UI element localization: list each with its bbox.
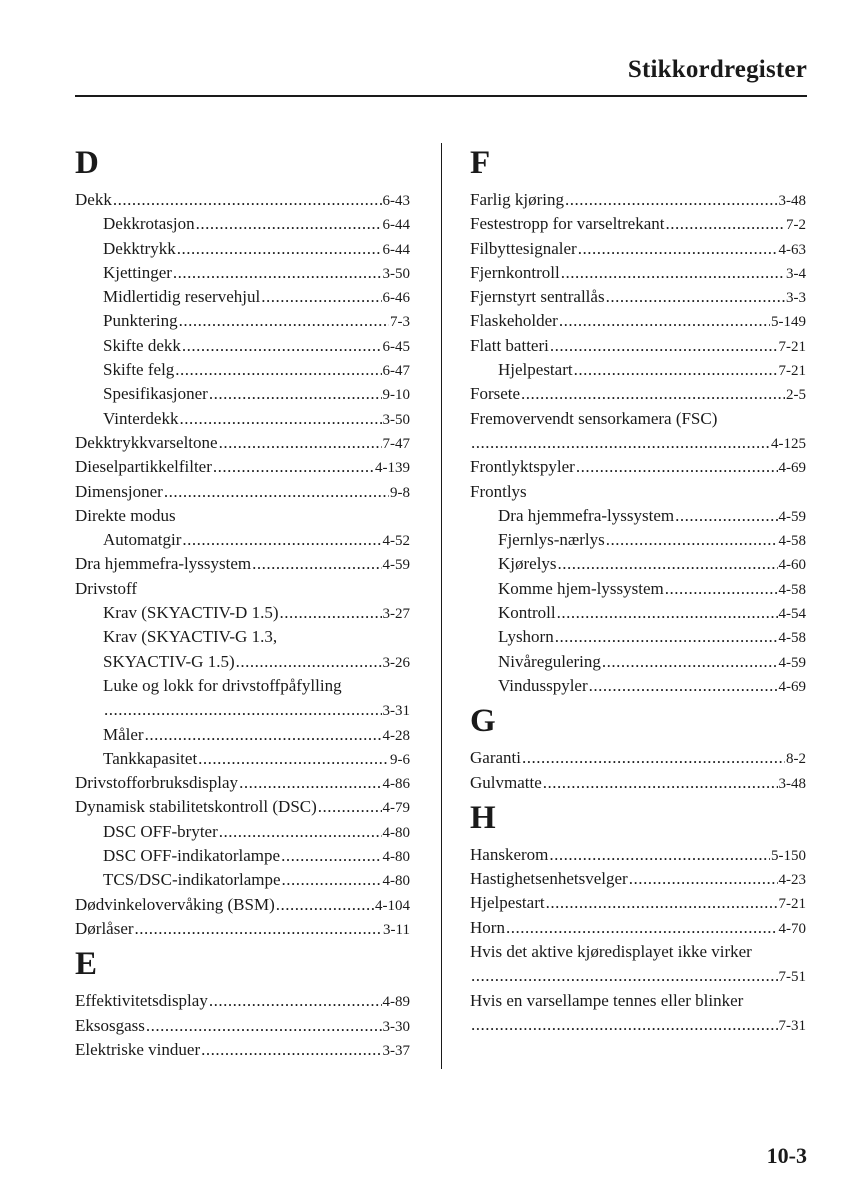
- index-entry: [75, 820, 410, 844]
- entry-page-ref: 4-23: [778, 872, 806, 889]
- index-entry: [470, 867, 806, 891]
- leader-dots: [198, 747, 389, 771]
- entry-label: Gulvmatte: [470, 772, 542, 792]
- entry-label: Hvis en varsellampe tennes eller blinker: [470, 990, 744, 1010]
- entry-page-ref: 4-80: [382, 849, 410, 866]
- leader-dots: [261, 285, 381, 309]
- leader-dots: [318, 795, 382, 819]
- entry-label: Horn: [470, 917, 505, 937]
- leader-dots: [602, 650, 778, 674]
- entry-label: Frontlys: [470, 481, 527, 501]
- entry-label: DSC OFF-bryter: [103, 821, 218, 841]
- entry-label: Dra hjemmefra-lyssystem: [75, 554, 252, 574]
- leader-dots: [558, 552, 778, 576]
- entry-label: Punktering: [103, 311, 178, 331]
- leader-dots: [145, 723, 382, 747]
- index-entry: [75, 309, 410, 333]
- index-entry: [75, 625, 410, 649]
- entry-label: Eksosgass: [75, 1015, 145, 1035]
- index-entry: [75, 795, 410, 819]
- entry-page-ref: 4-28: [382, 727, 410, 744]
- index-entry: [470, 212, 806, 236]
- entry-page-ref: 4-60: [778, 557, 806, 574]
- index-entry: [470, 528, 806, 552]
- entry-label: Måler: [103, 724, 144, 744]
- entry-label: Dekktrykk: [103, 238, 176, 258]
- leader-dots: [589, 674, 778, 698]
- entry-page-ref: 4-58: [778, 533, 806, 550]
- leader-dots: [675, 504, 777, 528]
- entry-label: Garanti: [470, 748, 521, 768]
- index-entry: [470, 382, 806, 406]
- entry-page-ref: 4-54: [778, 606, 806, 623]
- leader-dots: [629, 867, 778, 891]
- index-entry: [75, 771, 410, 795]
- entry-page-ref: 4-80: [382, 873, 410, 890]
- index-entry: [470, 237, 806, 261]
- leader-dots: [282, 868, 382, 892]
- entry-label: Fremovervendt sensorkamera (FSC): [470, 408, 718, 428]
- index-entry: [75, 504, 410, 528]
- entry-label: Hjelpestart: [470, 893, 545, 913]
- leader-dots: [104, 698, 382, 722]
- index-entry: [470, 577, 806, 601]
- leader-dots: [471, 431, 770, 455]
- leader-dots: [565, 188, 778, 212]
- entry-page-ref: 8-2: [786, 751, 806, 768]
- leader-dots: [146, 1014, 382, 1038]
- entry-label: Direkte modus: [75, 505, 176, 525]
- entry-page-ref: 4-70: [778, 920, 806, 937]
- entry-label: Vinterdekk: [103, 408, 179, 428]
- index-entry: [470, 455, 806, 479]
- index-entry: [470, 650, 806, 674]
- leader-dots: [182, 528, 381, 552]
- entry-label: Dødvinkelovervåking (BSM): [75, 894, 275, 914]
- leader-dots: [239, 771, 381, 795]
- leader-dots: [550, 334, 778, 358]
- index-entry: [75, 1038, 410, 1062]
- index-entry: [75, 407, 410, 431]
- entry-label: Vindusspyler: [498, 675, 588, 695]
- index-entry: [75, 480, 410, 504]
- leader-dots: [219, 820, 382, 844]
- leader-dots: [543, 771, 778, 795]
- entry-page-ref: 4-86: [382, 776, 410, 793]
- entry-page-ref: 4-80: [382, 824, 410, 841]
- entry-page-ref: 4-59: [778, 654, 806, 671]
- leader-dots: [576, 455, 778, 479]
- entry-page-ref: 4-89: [382, 994, 410, 1011]
- index-entry: [470, 334, 806, 358]
- index-entry: [75, 261, 410, 285]
- entry-page-ref: 7-47: [382, 435, 410, 452]
- index-entry: [75, 989, 410, 1013]
- entry-label: Flaskeholder: [470, 311, 558, 331]
- entry-page-ref: 3-48: [778, 775, 806, 792]
- leader-dots: [196, 212, 382, 236]
- entry-label: Automatgir: [103, 530, 182, 550]
- index-entry: [470, 989, 806, 1013]
- index-entry: [470, 285, 806, 309]
- leader-dots: [175, 358, 381, 382]
- leader-dots: [549, 843, 770, 867]
- leader-dots: [280, 601, 382, 625]
- leader-dots: [276, 893, 374, 917]
- index-entry: [75, 917, 410, 941]
- leader-dots: [236, 650, 382, 674]
- index-entry: [75, 868, 410, 892]
- entry-label: Skifte felg: [103, 360, 175, 380]
- entry-label: Krav (SKYACTIV-D 1.5): [103, 603, 279, 623]
- index-entry: [75, 455, 410, 479]
- leader-dots: [521, 382, 785, 406]
- entry-page-ref: 6-43: [382, 193, 410, 209]
- entry-page-ref: 6-44: [382, 217, 410, 234]
- entry-page-ref: 3-11: [383, 921, 410, 938]
- entry-label: Drivstoff: [75, 578, 138, 598]
- entry-label: DSC OFF-indikatorlampe: [103, 846, 281, 866]
- entry-label: Dynamisk stabilitetskontroll (DSC): [75, 797, 317, 817]
- index-entry: [470, 891, 806, 915]
- leader-dots: [219, 431, 382, 455]
- leader-dots: [606, 285, 785, 309]
- entry-label: Tankkapasitet: [103, 748, 198, 768]
- leader-dots: [209, 382, 382, 406]
- index-entry: [470, 358, 806, 382]
- entry-page-ref: 3-3: [786, 290, 806, 307]
- index-section: [470, 795, 806, 1037]
- entry-label: Kjørelys: [498, 554, 557, 574]
- entry-label: Dieselpartikkelfilter: [75, 457, 212, 477]
- entry-page-ref: 7-21: [778, 896, 806, 913]
- entry-label: Farlig kjøring: [470, 190, 564, 209]
- section-letter: E: [75, 946, 98, 983]
- index-entry: [75, 188, 410, 212]
- entry-label: Elektriske vinduer: [75, 1039, 201, 1059]
- entry-page-ref: 3-48: [778, 193, 806, 209]
- entry-page-ref: 4-59: [382, 557, 410, 574]
- leader-dots: [213, 455, 374, 479]
- section-letter: G: [470, 703, 496, 740]
- leader-dots: [666, 212, 786, 236]
- leader-dots: [557, 601, 778, 625]
- index-entry: [470, 746, 806, 770]
- index-entry: [75, 528, 410, 552]
- entry-page-ref: 5-149: [771, 314, 806, 331]
- index-entry: [470, 504, 806, 528]
- entry-page-ref: 3-50: [382, 265, 410, 282]
- entry-page-ref: 4-69: [778, 460, 806, 477]
- index-entry: [470, 188, 806, 212]
- leader-dots: [471, 1013, 778, 1037]
- index-entry: [470, 940, 806, 964]
- entry-page-ref: 6-47: [382, 363, 410, 380]
- entry-label: Festestropp for varseltrekant: [470, 214, 665, 234]
- entry-label: Fjernlys-nærlys: [498, 530, 605, 550]
- entry-label: Dekk: [75, 190, 112, 209]
- index-entry: [470, 480, 806, 504]
- leader-dots: [506, 916, 778, 940]
- index-section: [75, 941, 410, 1062]
- entry-page-ref: 7-2: [786, 217, 806, 234]
- entry-label: Frontlyktspyler: [470, 457, 575, 477]
- entry-page-ref: 7-3: [390, 314, 410, 331]
- entry-page-ref: 9-10: [382, 387, 410, 404]
- entry-page-ref: 4-58: [778, 630, 806, 647]
- index-entry: [470, 601, 806, 625]
- entry-page-ref: 4-139: [375, 460, 410, 477]
- entry-page-ref: 4-104: [375, 897, 410, 914]
- leader-dots: [471, 964, 778, 988]
- leader-dots: [281, 844, 381, 868]
- index-entry: [75, 747, 410, 771]
- entry-page-ref: 6-46: [382, 290, 410, 307]
- index-column-left: [75, 140, 410, 1062]
- index-entry: [75, 358, 410, 382]
- index-entry: [75, 698, 410, 722]
- leader-dots: [561, 261, 785, 285]
- index-entry: [75, 601, 410, 625]
- entry-label: Fjernkontroll: [470, 262, 560, 282]
- entry-label: Dekkrotasjon: [103, 214, 195, 234]
- leader-dots: [546, 891, 778, 915]
- entry-page-ref: 7-21: [778, 338, 806, 355]
- index-entry: [75, 844, 410, 868]
- entry-page-ref: 4-52: [382, 533, 410, 550]
- leader-dots: [201, 1038, 381, 1062]
- leader-dots: [179, 309, 389, 333]
- entry-label: Lyshorn: [498, 627, 554, 647]
- entry-page-ref: 6-45: [382, 338, 410, 355]
- index-entry: [75, 431, 410, 455]
- index-entry: [75, 650, 410, 674]
- entry-page-ref: 9-8: [390, 484, 410, 501]
- index-entry: [75, 674, 410, 698]
- page-title: Stikkordregister: [627, 56, 807, 83]
- leader-dots: [578, 237, 778, 261]
- leader-dots: [252, 552, 381, 576]
- index-entry: [75, 334, 410, 358]
- index-entry: [470, 916, 806, 940]
- entry-page-ref: 3-50: [382, 411, 410, 428]
- index-entry: [75, 723, 410, 747]
- index-entry: [470, 1013, 806, 1037]
- index-column-right: [470, 140, 806, 1037]
- entry-page-ref: 4-69: [778, 678, 806, 695]
- entry-page-ref: 7-51: [778, 969, 806, 986]
- entry-page-ref: 4-79: [382, 800, 410, 817]
- leader-dots: [606, 528, 778, 552]
- index-entry: [470, 407, 806, 431]
- entry-label: TCS/DSC-indikatorlampe: [103, 870, 281, 890]
- index-entry: [75, 285, 410, 309]
- entry-page-ref: 5-150: [771, 847, 806, 864]
- index-entry: [470, 552, 806, 576]
- index-entry: [470, 964, 806, 988]
- entry-label: Hvis det aktive kjøredisplayet ikke virker: [470, 942, 752, 962]
- page-number: 10-3: [766, 1143, 807, 1168]
- entry-page-ref: 3-30: [382, 1018, 410, 1035]
- entry-label: Dekktrykkvarseltone: [75, 432, 218, 452]
- entry-page-ref: 3-27: [382, 606, 410, 623]
- entry-label: Drivstofforbruksdisplay: [75, 773, 239, 793]
- entry-page-ref: 6-44: [382, 241, 410, 258]
- entry-page-ref: 3-4: [786, 265, 806, 282]
- header-rule: [75, 95, 807, 97]
- index-section: [470, 140, 806, 698]
- index-entry: [75, 382, 410, 406]
- entry-label: Hastighetsenhetsvelger: [470, 869, 628, 889]
- entry-page-ref: 3-31: [382, 703, 410, 720]
- entry-label: Fjernstyrt sentrallås: [470, 287, 605, 307]
- index-entry: [470, 843, 806, 867]
- entry-label: Dimensjoner: [75, 481, 163, 501]
- index-entry: [75, 577, 410, 601]
- section-letter: H: [470, 799, 496, 836]
- leader-dots: [135, 917, 383, 941]
- index-entry: [75, 237, 410, 261]
- leader-dots: [209, 989, 382, 1013]
- entry-label: Hanskerom: [470, 844, 549, 864]
- entry-page-ref: 2-5: [786, 387, 806, 404]
- leader-dots: [179, 407, 381, 431]
- entry-page-ref: 3-37: [382, 1042, 410, 1059]
- leader-dots: [113, 188, 382, 212]
- entry-label: Filbyttesignaler: [470, 238, 577, 258]
- index-entry: [75, 893, 410, 917]
- entry-page-ref: 4-59: [778, 508, 806, 525]
- entry-label: Kontroll: [498, 603, 556, 623]
- index-entry: [470, 261, 806, 285]
- entry-page-ref: 4-58: [778, 581, 806, 598]
- leader-dots: [574, 358, 778, 382]
- entry-page-ref: 7-21: [778, 363, 806, 380]
- index-entry: [470, 674, 806, 698]
- entry-page-ref: 3-26: [382, 654, 410, 671]
- entry-label: Krav (SKYACTIV-G 1.3,: [103, 627, 278, 647]
- entry-label: Midlertidig reservehjul: [103, 287, 261, 307]
- entry-page-ref: 4-63: [778, 241, 806, 258]
- index-entry: [75, 212, 410, 236]
- leader-dots: [665, 577, 778, 601]
- leader-dots: [555, 625, 778, 649]
- section-letter: F: [470, 145, 491, 181]
- entry-label: Forsete: [470, 384, 521, 404]
- entry-page-ref: 7-31: [778, 1017, 806, 1034]
- leader-dots: [182, 334, 382, 358]
- entry-label: Hjelpestart: [498, 360, 573, 380]
- index-entry: [470, 309, 806, 333]
- entry-label: Dra hjemmefra-lyssystem: [498, 505, 675, 525]
- index-entry: [470, 771, 806, 795]
- entry-label: Effektivitetsdisplay: [75, 991, 208, 1011]
- index-entry: [75, 1014, 410, 1038]
- column-divider: [441, 143, 442, 1069]
- entry-label: Spesifikasjoner: [103, 384, 208, 404]
- index-section: [75, 140, 410, 941]
- index-entry: [470, 625, 806, 649]
- index-entry: [470, 431, 806, 455]
- leader-dots: [559, 309, 770, 333]
- leader-dots: [522, 746, 785, 770]
- leader-dots: [173, 261, 382, 285]
- entry-page-ref: 4-125: [771, 435, 806, 452]
- entry-label: Nivåregulering: [498, 651, 601, 671]
- entry-label: Flatt batteri: [470, 335, 549, 355]
- entry-label: Luke og lokk for drivstoffpåfylling: [103, 675, 342, 695]
- index-entry: [75, 552, 410, 576]
- entry-label: Kjettinger: [103, 262, 172, 282]
- entry-label: Dørlåser: [75, 918, 134, 938]
- entry-label: SKYACTIV-G 1.5): [103, 651, 235, 671]
- index-section: [470, 698, 806, 795]
- leader-dots: [164, 480, 389, 504]
- entry-label: Komme hjem-lyssystem: [498, 578, 664, 598]
- section-letter: D: [75, 145, 99, 181]
- entry-label: Skifte dekk: [103, 335, 181, 355]
- entry-page-ref: 9-6: [390, 751, 410, 768]
- leader-dots: [177, 237, 382, 261]
